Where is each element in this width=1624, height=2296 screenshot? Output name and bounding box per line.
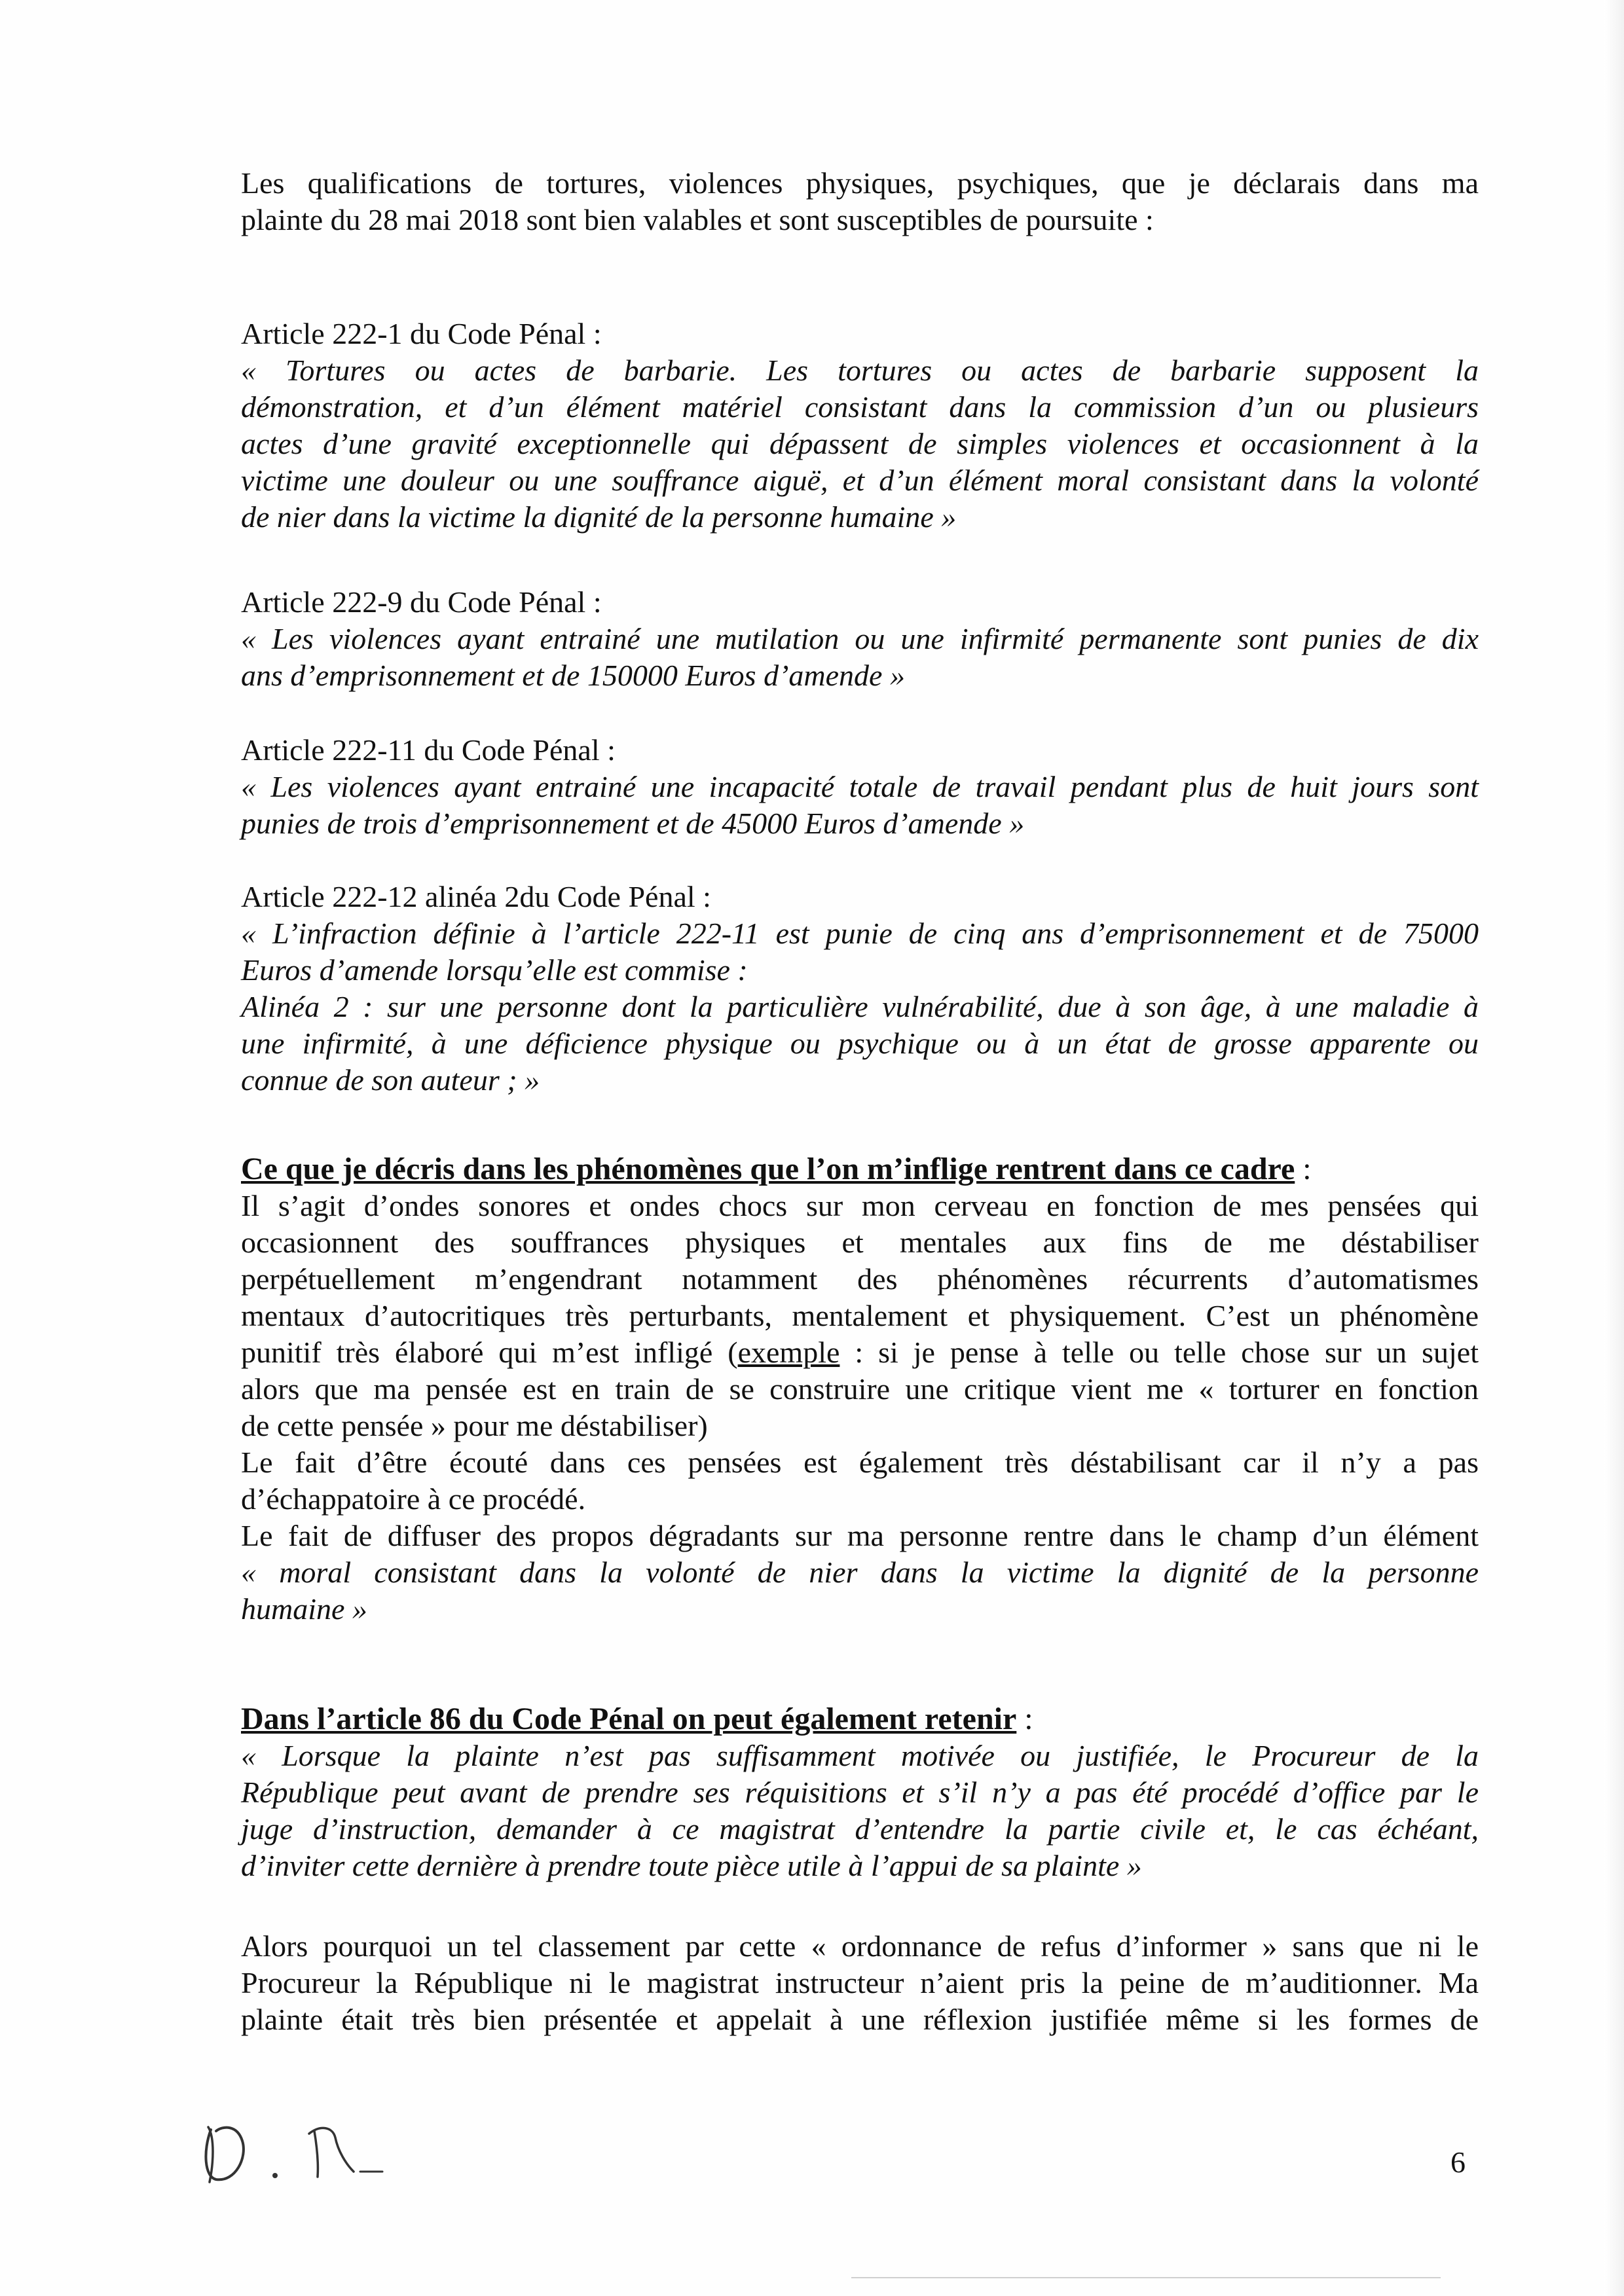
quote-line: actes d’une gravité exceptionnelle qui dépassent de simples violences et occasionnent à la — [241, 427, 1479, 460]
text-line: d’échappatoire à ce procédé. — [241, 1482, 586, 1516]
quote-line: Alinéa 2 : sur une personne dont la particulière vulnérabilité, due à son âge, à une maladie à — [241, 990, 1479, 1023]
footer-rule — [851, 2277, 1441, 2278]
underlined-word: exemple — [737, 1336, 840, 1369]
text-line: de cette pensée » pour me déstabiliser) — [241, 1409, 708, 1442]
article-heading: Article 222-1 du Code Pénal : — [241, 317, 602, 350]
text-line — [241, 1334, 1479, 1371]
text-line: mentaux d’autocritiques très perturbants, mentalement et physiquement. C’est un phénomène — [241, 1299, 1479, 1332]
quote-line: Euros d’amende lorsqu’elle est commise : — [241, 953, 748, 987]
quote-line: « Les violences ayant entrainé une incapacité totale de travail pendant plus de huit jours sont — [241, 770, 1479, 803]
text-line: Il s’agit d’ondes sonores et ondes chocs sur mon cerveau en fonction de mes pensées qui — [241, 1189, 1479, 1222]
text-line: plainte du 28 mai 2018 sont bien valables et sont susceptibles de poursuite : — [241, 203, 1154, 236]
text-line: Alors pourquoi un tel classement par cette « ordonnance de refus d’informer » sans que ni le — [241, 1929, 1479, 1963]
article-222-12 — [241, 879, 1479, 1099]
text-line: Les qualifications de tortures, violences physiques, psychiques, que je déclarais dans ma — [241, 166, 1479, 200]
quote-line: connue de son auteur ; » — [241, 1063, 540, 1097]
section-phenomenes — [241, 1151, 1479, 1628]
quote-line: « Les violences ayant entrainé une mutilation ou une infirmité permanente sont punies de dix — [241, 622, 1479, 655]
article-222-1 — [241, 316, 1479, 536]
text-line: perpétuellement m’engendrant notamment des phénomènes récurrents d’automatismes — [241, 1262, 1479, 1296]
text-line: plainte était très bien présentée et appelait à une réflexion justifiée même si les formes de — [241, 2003, 1479, 2036]
text-line: alors que ma pensée est en train de se construire une critique vient me « torturer en fonction — [241, 1372, 1479, 1406]
section-heading-suffix: : — [1016, 1702, 1033, 1736]
quote-line: « moral consistant dans la volonté de nier dans la victime la dignité de la personne — [241, 1556, 1479, 1589]
closing-paragraph — [241, 1928, 1479, 2038]
article-heading: Article 222-12 alinéa 2du Code Pénal : — [241, 880, 711, 913]
quote-line: une infirmité, à une déficience physique ou psychique ou à un état de grosse apparente ou — [241, 1027, 1479, 1060]
article-222-11 — [241, 732, 1479, 842]
quote-line: « L’infraction définie à l’article 222-11 est punie de cinq ans d’emprisonnement et de 75000 — [241, 917, 1479, 950]
section-heading-text: Ce que je décris dans les phénomènes que l’on m’inflige rentrent dans ce cadre — [241, 1152, 1295, 1186]
quote-line: punies de trois d’emprisonnement et de 45000 Euros d’amende » — [241, 807, 1025, 840]
quote-line: « Tortures ou actes de barbarie. Les tortures ou actes de barbarie supposent la — [241, 354, 1479, 387]
text-line: occasionnent des souffrances physiques et mentales aux fins de me déstabiliser — [241, 1226, 1479, 1259]
article-heading: Article 222-9 du Code Pénal : — [241, 585, 602, 619]
scan-edge — [1604, 0, 1624, 2296]
section-heading-text: Dans l’article 86 du Code Pénal on peut également retenir — [241, 1702, 1017, 1736]
text-line: Le fait d’être écouté dans ces pensées est également très déstabilisant car il n’y a pas — [241, 1446, 1479, 1479]
quote-line: démonstration, et d’un élément matériel consistant dans la commission d’un ou plusieurs — [241, 390, 1479, 424]
article-heading: Article 222-11 du Code Pénal : — [241, 733, 616, 767]
text-line: Le fait de diffuser des propos dégradants sur ma personne rentre dans le champ d’un élément — [241, 1519, 1479, 1552]
quote-line: juge d’instruction, demander à ce magistrat d’entendre la partie civile et, le cas échéant, — [241, 1812, 1479, 1846]
article-222-9 — [241, 584, 1479, 694]
quote-line: humaine » — [241, 1592, 367, 1626]
section-heading — [241, 1701, 1479, 1738]
section-heading — [241, 1151, 1479, 1188]
quote-line: République peut avant de prendre ses réquisitions et s’il n’y a pas été procédé d’office par le — [241, 1776, 1479, 1809]
intro-paragraph — [241, 165, 1479, 238]
quote-line: d’inviter cette dernière à prendre toute pièce utile à l’appui de sa plainte » — [241, 1849, 1142, 1882]
text-line: Procureur la République ni le magistrat instructeur n’aient pris la peine de m’auditionner. Ma — [241, 1966, 1479, 1999]
quote-line: de nier dans la victime la dignité de la personne humaine » — [241, 500, 957, 534]
text-segment: : si je pense à telle ou telle chose sur un sujet — [840, 1336, 1479, 1369]
section-article-86 — [241, 1701, 1479, 1884]
quote-line: victime une douleur ou une souffrance aiguë, et d’un élément moral consistant dans la volonté — [241, 464, 1479, 497]
text-segment: punitif très élaboré qui m’est infligé ( — [241, 1336, 738, 1369]
section-heading-suffix: : — [1295, 1152, 1312, 1186]
page-number: 6 — [1450, 2145, 1466, 2179]
quote-line: ans d’emprisonnement et de 150000 Euros d’amende » — [241, 659, 905, 692]
handwritten-initials — [196, 2111, 413, 2190]
quote-line: « Lorsque la plainte n’est pas suffisamment motivée ou justifiée, le Procureur de la — [241, 1739, 1479, 1772]
